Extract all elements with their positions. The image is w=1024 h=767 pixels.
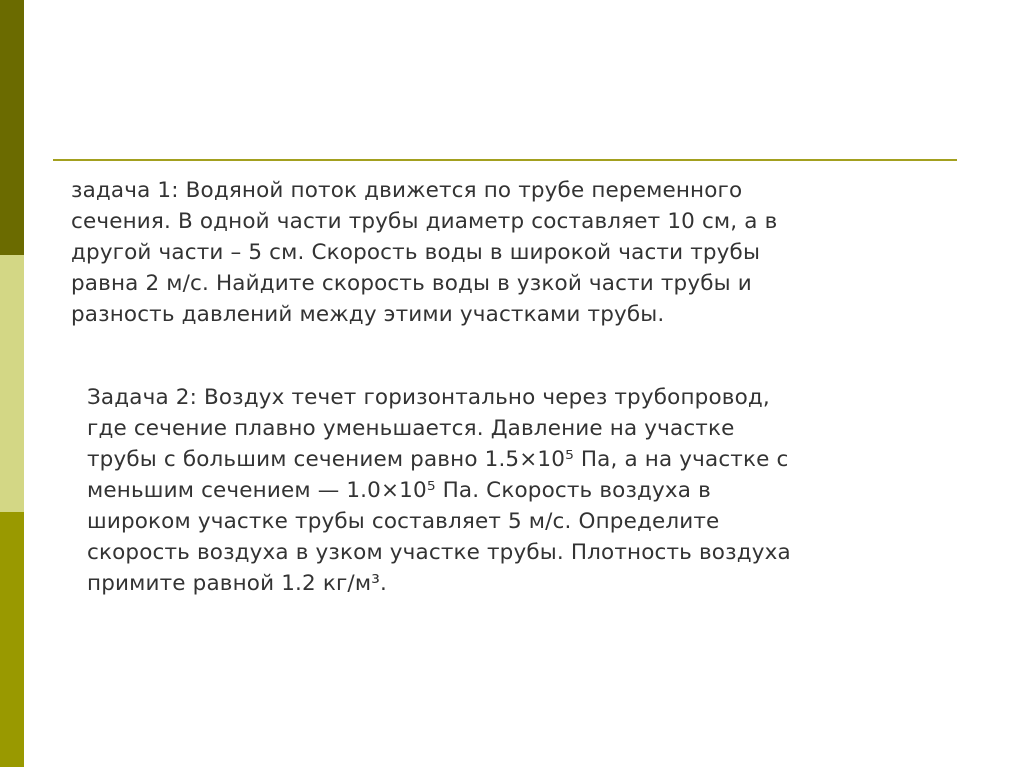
task-1-line: разность давлений между этими участками трубы. — [71, 302, 665, 327]
task-2-line: где сечение плавно уменьшается. Давление на участке — [87, 416, 735, 441]
task-2-line: скорость воздуха в узком участке трубы. Плотность воздуха — [87, 540, 791, 565]
task-1-line: сечения. В одной части трубы диаметр составляет 10 см, а в — [71, 209, 778, 234]
task-2-line: широком участке трубы составляет 5 м/с. Определите — [87, 509, 720, 534]
left-stripe-bottom — [0, 512, 24, 767]
title-divider — [53, 159, 957, 161]
task-1-line: другой части – 5 см. Скорость воды в широкой части трубы — [71, 240, 761, 265]
task-2-line: трубы с большим сечением равно 1.5×10⁵ Па, а на участке с — [87, 447, 789, 472]
task-2-text — [87, 382, 987, 599]
task-2-line: меньшим сечением — 1.0×10⁵ Па. Скорость воздуха в — [87, 478, 711, 503]
task-1-line: равна 2 м/с. Найдите скорость воды в узкой части трубы и — [71, 271, 752, 296]
task-1-line: задача 1: Водяной поток движется по трубе переменного — [71, 178, 743, 203]
left-stripe-top — [0, 0, 24, 255]
task-2-line: Задача 2: Воздух течет горизонтально через трубопровод, — [87, 385, 770, 410]
left-stripe-middle — [0, 255, 24, 512]
task-1-text — [71, 175, 971, 330]
task-2-line: примите равной 1.2 кг/м³. — [87, 571, 387, 596]
